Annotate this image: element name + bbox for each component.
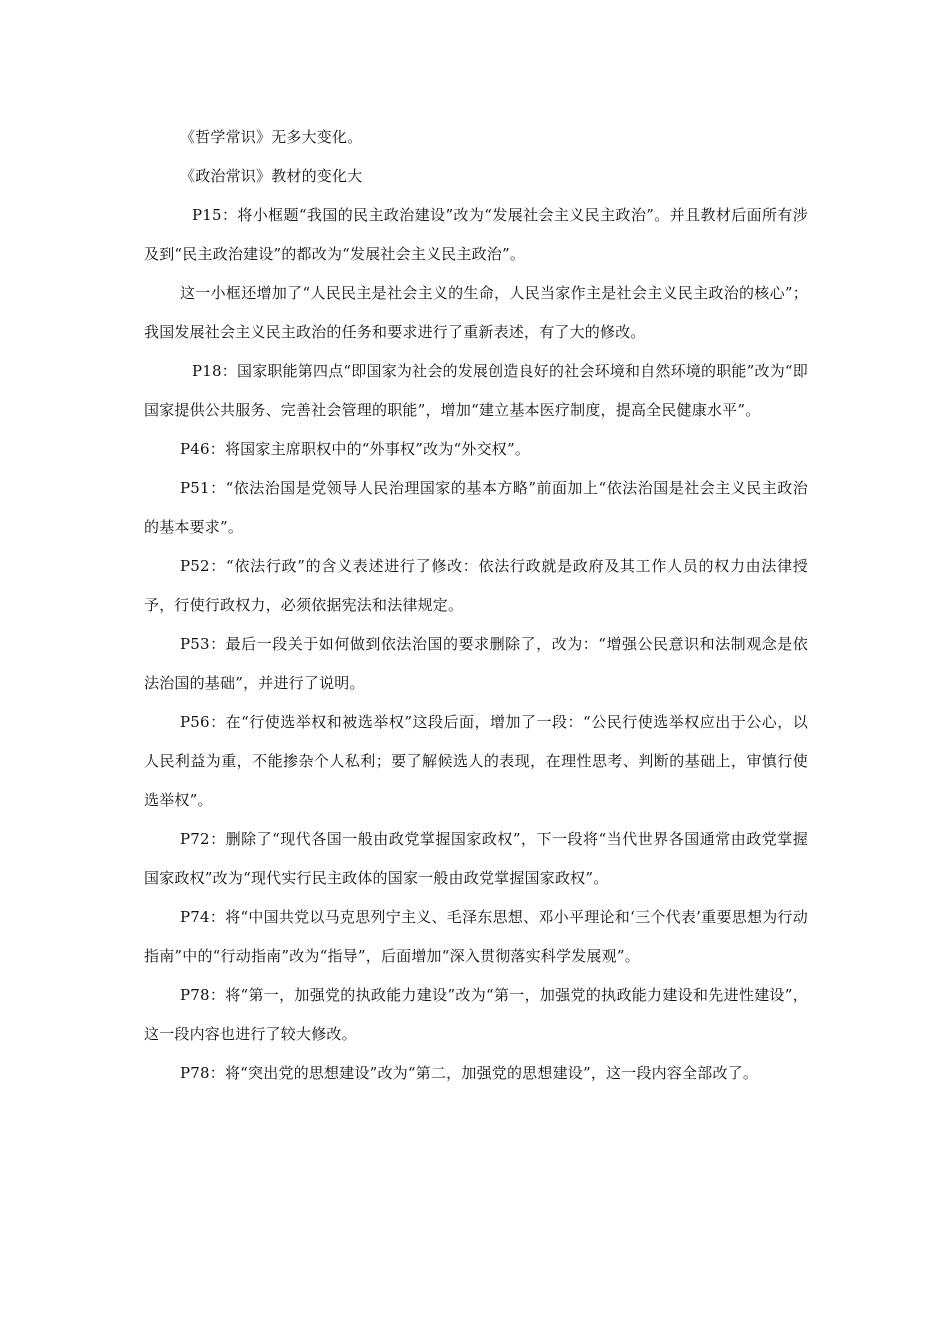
paragraph-p74: P74：将“中国共党以马克思列宁主义、毛泽东思想、邓小平理论和‘三个代表’重要思想为行动指南”中的“行动指南”改为“指导”，后面增加“深入贯彻落实科学发展观”。 — [144, 908, 808, 965]
paragraph-p51: P51：“依法治国是党领导人民治理国家的基本方略”前面加上“依法治国是社会主义民主政治的基本要求”。 — [144, 479, 808, 536]
paragraph-p72: P72：删除了“现代各国一般由政党掌握国家政权”，下一段将“当代世界各国通常由政党掌握国家政权”改为“现代实行民主政体的国家一般由政党掌握国家政权”。 — [144, 830, 808, 887]
paragraph-p53: P53：最后一段关于如何做到依法治国的要求删除了，改为：“增强公民意识和法制观念是依法治国的基础”，并进行了说明。 — [144, 635, 808, 692]
paragraph-politics-intro: 《政治常识》教材的变化大 — [180, 167, 363, 185]
paragraph-p52: P52：“依法行政”的含义表述进行了修改：依法行政就是政府及其工作人员的权力由法律授予，行使行政权力，必须依据宪法和法律规定。 — [144, 557, 808, 614]
paragraph-p18: P18：国家职能第四点“即国家为社会的发展创造良好的社会环境和自然环境的职能”改为“即国家提供公共服务、完善社会管理的职能”，增加“建立基本医疗制度，提高全民健康水平”。 — [144, 362, 808, 419]
document-body — [144, 118, 808, 1093]
paragraph-p15: P15：将小框题“我国的民主政治建设”改为“发展社会主义民主政治”。并且教材后面所有涉及到“民主政治建设”的都改为“发展社会主义民主政治”。 — [144, 206, 808, 263]
paragraph-p15-addition: 这一小框还增加了“人民民主是社会主义的生命，人民当家作主是社会主义民主政治的核心”；我国发展社会主义民主政治的任务和要求进行了重新表述，有了大的修改。 — [144, 284, 808, 341]
paragraph-p56: P56：在“行使选举权和被选举权”这段后面，增加了一段：“公民行使选举权应出于公心，以人民利益为重，不能掺杂个人私利；要了解候选人的表现，在理性思考、判断的基础上，审慎行使选举权”。 — [144, 713, 808, 809]
paragraph-philosophy: 《哲学常识》无多大变化。 — [180, 128, 363, 146]
paragraph-p78-second: P78：将“突出党的思想建设”改为“第二，加强党的思想建设”，这一段内容全部改了。 — [180, 1064, 759, 1082]
paragraph-p46: P46：将国家主席职权中的“外事权”改为“外交权”。 — [180, 440, 531, 458]
paragraph-p78-first: P78：将“第一，加强党的执政能力建设”改为“第一，加强党的执政能力建设和先进性建设”，这一段内容也进行了较大修改。 — [144, 986, 808, 1043]
